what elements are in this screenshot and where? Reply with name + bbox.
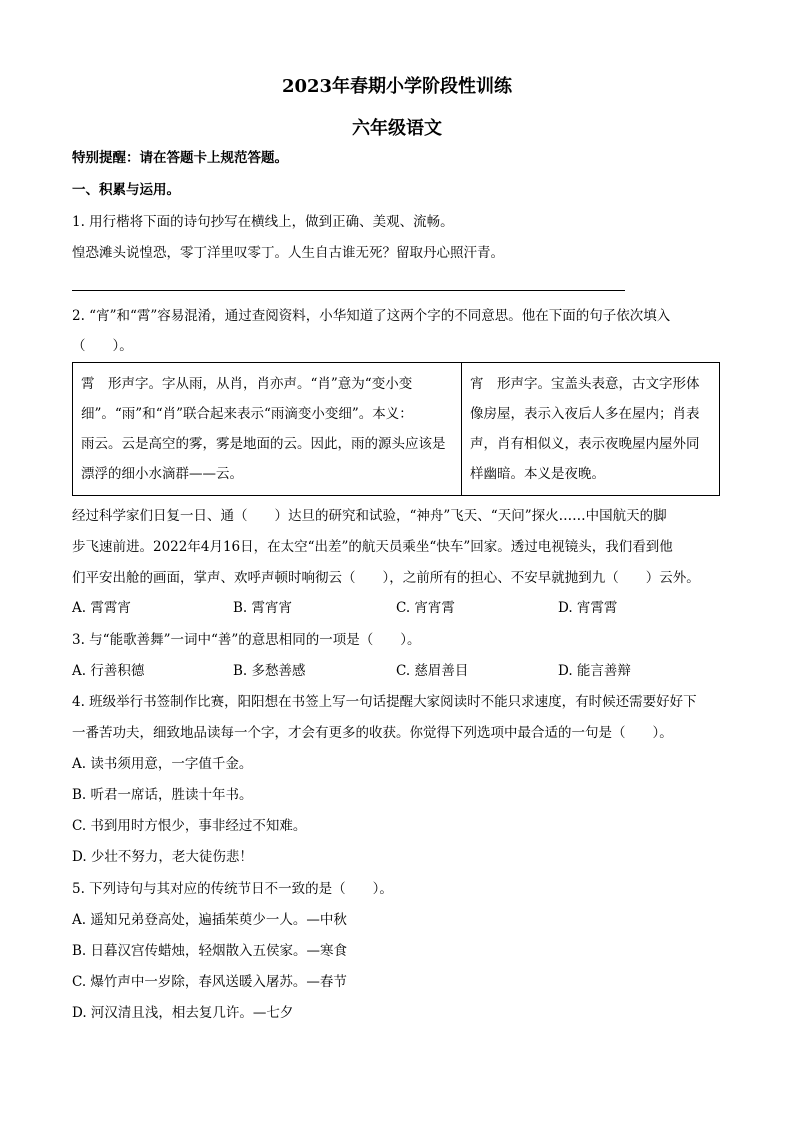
q4-stem-line1: 4. 班级举行书签制作比赛，阳阳想在书签上写一句话提醒大家阅读时不能只求速度，有时候还需要好好下	[72, 694, 697, 710]
q1-stem: 1. 用行楷将下面的诗句抄写在横线上，做到正确、美观、流畅。	[72, 214, 454, 230]
q4-stem-line2: 一番苦功夫，细致地品读每一个字，才会有更多的收获。你觉得下列选项中最合适的一句是（ ）。	[72, 725, 673, 741]
special-notice: 特别提醒：请在答题卡上规范答题。	[72, 150, 288, 166]
q2-option-b[interactable]: B. 霄宵宵	[233, 600, 293, 616]
q1-poem: 惶恐滩头说惶恐，零丁洋里叹零丁。人生自古谁无死？留取丹心照汗青。	[72, 245, 504, 261]
definition-table	[72, 362, 720, 496]
q2-stem-line1: 2. “宵”和“霄”容易混淆，通过查阅资料，小华知道了这两个字的不同意思。他在下面的句子依次填入	[72, 308, 671, 324]
q3-option-d[interactable]: D. 能言善辩	[558, 663, 631, 679]
definition-cell-xiao-rain	[73, 363, 462, 495]
q4-option-b[interactable]: B. 听君一席话，胜读十年书。	[72, 787, 253, 803]
q2-option-a[interactable]: A. 霄霄宵	[72, 600, 131, 616]
q3-option-a[interactable]: A. 行善积德	[72, 663, 145, 679]
definition-line: 像房屋，表示入夜后人多在屋内；肖表	[470, 406, 700, 422]
definition-line: 霄 形声字。字从雨，从肖，肖亦声。“肖”意为“变小变	[81, 376, 413, 392]
q2-passage-line: 步飞速前进。2022年4月16日，在太空“出差”的航天员乘坐“快车”回家。透过电视镜头，我们看到他	[72, 539, 673, 555]
q4-option-d[interactable]: D. 少壮不努力，老大徒伤悲！	[72, 849, 253, 865]
q4-option-c[interactable]: C. 书到用时方恨少，事非经过不知难。	[72, 818, 307, 834]
answer-line	[72, 290, 625, 291]
q5-option-d[interactable]: D. 河汉清且浅，相去复几许。—七夕	[72, 1005, 294, 1021]
q5-option-b[interactable]: B. 日暮汉宫传蜡烛，轻烟散入五侯家。—寒食	[72, 943, 348, 959]
q5-stem: 5. 下列诗句与其对应的传统节日不一致的是（ ）。	[72, 881, 393, 897]
q2-passage-line: 经过科学家们日复一日、通（ ）达旦的研究和试验，“神舟”飞天、“天问”探火……中国航天的脚	[72, 508, 667, 524]
page-title: 2023年春期小学阶段性训练	[281, 76, 513, 97]
q2-passage-line: 们平安出舱的画面，掌声、欢呼声顿时响彻云（ ），之前所有的担心、不安早就抛到九（ ）云外。	[72, 570, 700, 586]
q3-option-b[interactable]: B. 多愁善感	[233, 663, 306, 679]
section-heading: 一、积累与运用。	[72, 182, 180, 198]
q5-option-c[interactable]: C. 爆竹声中一岁除，春风送暖入屠苏。—春节	[72, 974, 347, 990]
definition-cell-xiao-night	[462, 363, 719, 495]
q3-option-c[interactable]: C. 慈眉善目	[396, 663, 469, 679]
definition-line: 声，肖有相似义，表示夜晚屋内屋外同	[470, 436, 700, 452]
page-subtitle: 六年级语文	[352, 118, 442, 139]
definition-line: 样幽暗。本义是夜晚。	[470, 466, 605, 482]
definition-line: 细”。“雨”和“肖”联合起来表示“雨滴变小变细”。本义：	[81, 406, 413, 422]
q3-stem: 3. 与“能歌善舞”一词中“善”的意思相同的一项是（ ）。	[72, 632, 421, 648]
definition-line: 漂浮的细小水滴群——云。	[81, 466, 243, 482]
q2-option-c[interactable]: C. 宵宵霄	[396, 600, 455, 616]
q2-option-d[interactable]: D. 宵霄霄	[558, 600, 618, 616]
q2-stem-line2: （ ）。	[72, 338, 133, 354]
definition-line: 雨云。云是高空的雾，雾是地面的云。因此，雨的源头应该是	[81, 436, 446, 452]
definition-line: 宵 形声字。宝盖头表意，古文字形体	[470, 376, 700, 392]
q5-option-a[interactable]: A. 遥知兄弟登高处，遍插茱萸少一人。—中秋	[72, 912, 347, 928]
q4-option-a[interactable]: A. 读书须用意，一字值千金。	[72, 756, 253, 772]
